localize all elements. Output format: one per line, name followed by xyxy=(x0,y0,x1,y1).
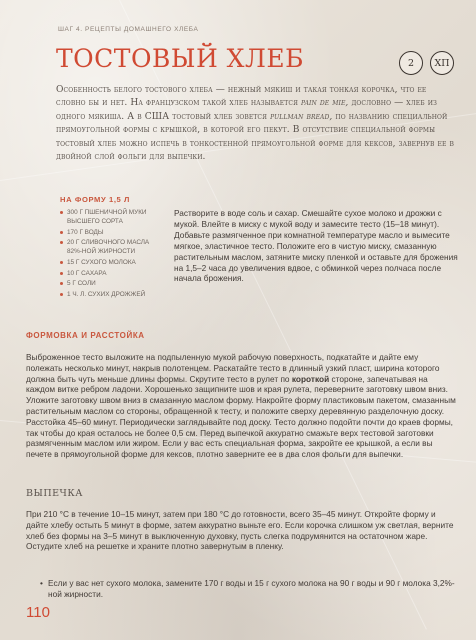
list-item: 300 Г ПШЕНИЧНОЙ МУКИ ВЫСШЕГО СОРТА xyxy=(60,208,160,226)
bread-type-badge: XП xyxy=(430,51,454,75)
chapter-kicker: ШАГ 4. РЕЦЕПТЫ ДОМАШНЕГО ХЛЕБА xyxy=(58,26,199,33)
shaping-text-part: Перед выпечкой аккуратно смажьте верх тестовой заготовки размягченным маслом или жиром. Если у вас есть специальная форма, закройте ее крышкой, а если вы печете в прямоугольной форме для кексов, плотно заверните ее в два слоя фольги для выпечки. xyxy=(26,427,434,460)
intro-term: pullman bread, xyxy=(270,111,333,122)
list-item: 5 Г СОЛИ xyxy=(60,279,160,288)
intro-text: по названию специальной прямоугольной формы с крышкой, в которой его пекут. В отсутствие специальной формы тостовый хлеб можно испечь в тонкостенной прямоугольной форме для кексов, завернув ее в двойной слой фольги для выпечки. xyxy=(56,111,454,163)
list-item: 15 Г СУХОГО МОЛОКА xyxy=(60,258,160,267)
intro-paragraph xyxy=(56,84,454,164)
ingredients-list xyxy=(60,208,160,300)
baking-text xyxy=(26,509,456,552)
page-title: ТОСТОВЫЙ ХЛЕБ xyxy=(56,44,304,73)
dough-instructions: Растворите в воде соль и сахар. Смешайте сухое молоко и дрожжи с мукой. Влейте в миску с мукой воду и замесите тесто (15–18 минут). Добавьте размягченное при комнатной температуре масло и вымесите мягкое, эластичное тесто. Положите его в чистую миску, смазанную растительным маслом, затяните миску пленкой и оставьте для брожения на 1,5–2 часа до увеличения вдвое, с обминкой через полчаса после начала брожения. xyxy=(174,208,458,284)
list-item: 1 Ч. Л. СУХИХ ДРОЖЖЕЙ xyxy=(60,290,160,299)
shaping-text-part: Выброженное тесто выложите на подпыленную мукой рабочую поверхность, подкатайте и дайте ему полежать несколько минут, накрыв полотенцем. Раскатайте тесто в длинный узкий пласт, ширина которого должна быть чуть меньше длины формы. Скрутите тесто в рулет по xyxy=(26,352,440,384)
list-item: 10 Г САХАРА xyxy=(60,269,160,278)
shaping-text xyxy=(26,352,456,460)
intro-term: pain de mie, xyxy=(301,98,349,109)
emphasis-word: короткой xyxy=(291,373,330,384)
baking-heading: ВЫПЕЧКА xyxy=(26,488,83,499)
list-item: 20 Г СЛИВОЧНОГО МАСЛА 82%-НОЙ ЖИРНОСТИ xyxy=(60,238,160,256)
shaping-text-part: стороне, запечатывая на каждом витке ребром ладони. Хорошенько защипните шов и края рулета, переверните заготовку швом вниз. Уложите заготовку швом вниз в смазанную маслом форму. Накройте форму пластиковым пакетом, смазанным растительным маслом со стороны, обращенной к тесту, и положите сверху деревянную разделочную доску. Расстойка 45–60 минут. Периодически заглядывайте под доску. Тесто должно подойти почти до краев формы, так чтобы до края осталось не более 0,5 см. xyxy=(26,373,456,438)
difficulty-badge: 2 xyxy=(399,51,423,75)
intro-text: дословно — хлеб из одного мякиша. А в США тостовый хлеб зовется xyxy=(56,98,437,122)
baking-text-part: Остудите хлеб на решетке и храните плотно завернутым в пленку. xyxy=(26,541,284,552)
baking-text-part: При 210 °С в течение 10–15 минут, затем при 180 °С до готовности, всего 35–45 минут. Откройте форму и дайте хлебу остыть 5 минут в форме, затем аккуратно выньте его. Если корочка слишком уж светлая, верните хлеб без формы на 3–5 минут в выключенную духовку, пусть слегка подрумянится на остаточном жаре. xyxy=(26,509,454,541)
page-number: 110 xyxy=(26,604,50,621)
shaping-heading: ФОРМОВКА И РАССТОЙКА xyxy=(26,331,145,340)
list-item: 170 Г ВОДЫ xyxy=(60,228,160,237)
intro-text: Особенность белого тостового хлеба — нежный мякиш и такая тонкая корочка, что ее словно бы и нет. На французском такой хлеб называется xyxy=(56,85,427,109)
difficulty-badges xyxy=(399,51,454,75)
substitution-note: • Если у вас нет сухого молока, замените 170 г воды и 15 г сухого молока на 90 г воды и 90 г молока 3,2%-ной жирности. xyxy=(40,578,466,600)
ingredients-heading: НА ФОРМУ 1,5 Л xyxy=(60,195,130,204)
